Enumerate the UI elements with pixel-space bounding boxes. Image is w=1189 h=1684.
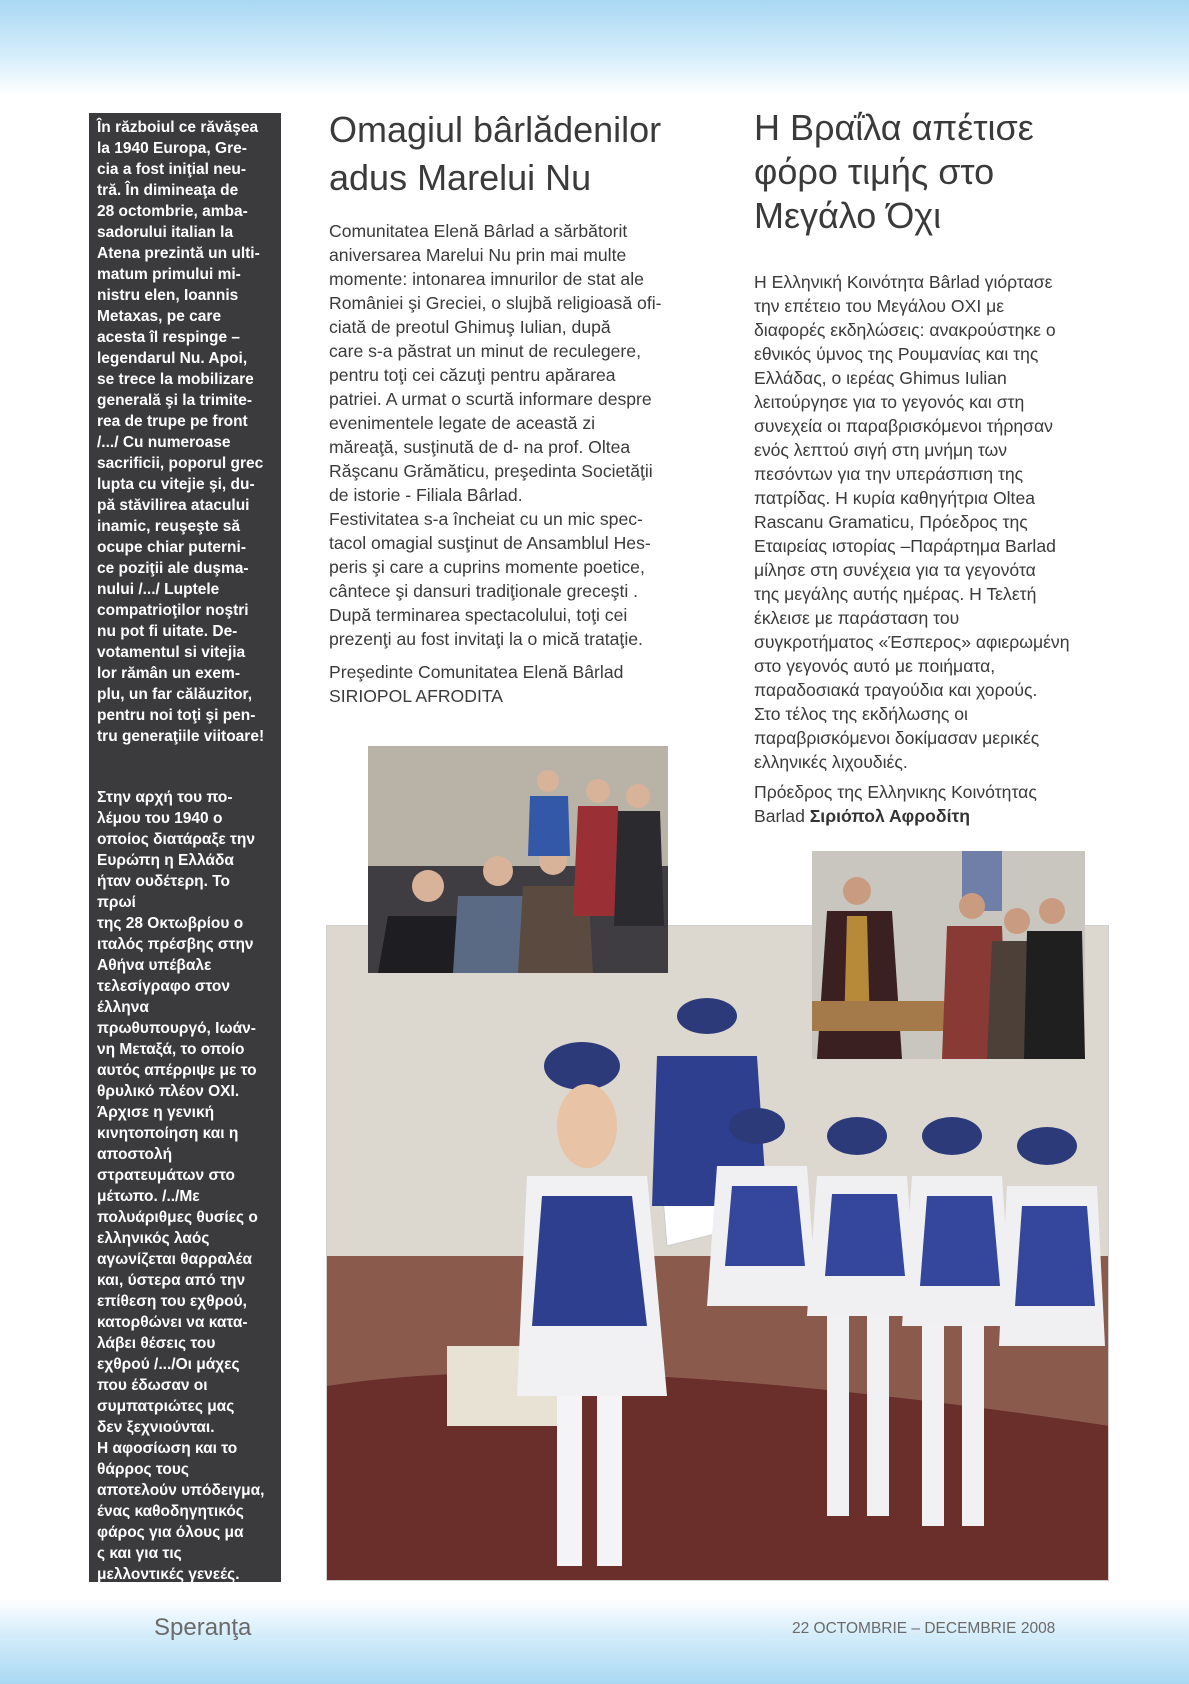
greek-article-body [754, 270, 1124, 774]
romanian-paragraph-2: Festivitatea s-a încheiat cu un mic spec- tacol omagial susţinut de Ansamblul Hes- peris şi care a cuprins momente poetice, cântece şi dansuri tradiţionale greceşti . După terminarea spectacolului, toţi cei prezenţi au fost invitaţi la o mică trataţie. [329, 509, 651, 649]
romanian-article-title [329, 106, 709, 202]
issue-info: 22 OCTOMBRIE – DECEMBRIE 2008 [792, 1620, 1056, 1637]
greek-paragraph: Η Ελληνική Κοινότητα Bârlad γιόρτασε την επέτειο του Μεγάλου ΟΧΙ με διαφορές εκδηλώσεις: ανακρούστηκε ο εθνικός ύμνος της Ρουμανίας και της Ελλάδας, ο ιερέας Ghimus Iulian λειτούργησε για το γεγονός και στη συνεχεία οι παραβρισκόμενοι τήρησαν ενός λεπτού σιγή στη μνήμη των πεσόντων για την υπεράσπιση της πατρίδας. Η κυρία καθηγήτρια Oltea Rascanu Gramaticu, Πρόεδρος της Εταιρείας ιστορίας –Παράρτημα Barlad μίλησε στη συνέχεια για τα γεγονότα της μεγάλης αυτής ημέρας. Η Τελετή έκλεισε με παράσταση του συγκροτήματος «Έσπερος» αφιερωμένη στο γεγονός αυτό με ποιήματα, παραδοσιακά τραγούδια και χορούς. Στο τέλος της εκδήλωσης οι παραβρισκόμενοι δοκίμασαν μερικές ελληνικές λιχουδιές. [754, 272, 1070, 772]
greek-signature-role: Πρόεδρος της Ελληνικης Κοινότητας Barlad [754, 782, 1037, 826]
greek-signature-text [754, 780, 1124, 828]
romanian-signature-text: Preşedinte Comunitatea Elenă Bârlad SIRIOPOL AFRODITA [329, 662, 624, 706]
top-decorative-band [0, 0, 1189, 95]
romanian-signature [329, 660, 709, 708]
greek-article-title [754, 106, 1154, 238]
greek-title-text: Η Βραΐλα απέτισε φόρο τιμής στο Μεγάλο Όχι [754, 107, 1034, 236]
audience-photo-illustration [368, 746, 668, 973]
sidebar-box [89, 113, 281, 1582]
sidebar-romanian-text: În războiul ce răvăşea la 1940 Europa, Gre- cia a fost iniţial neu- tră. În dimineaţa de 28 octombrie, amba- sadorului italian la Atena prezintă un ulti- matum primului mi- nistru elen, Ioannis Metaxas, pe care acesta îl respinge – legendarul Nu. Apoi, se trece la mobilizare generală şi la trimite- rea de trupe pe front /.../ Cu numeroase sacrificii, poporul grec lupta cu vitejie şi, du- pă stăvilirea atacului inamic, reuşeşte să ocupe chiar puterni- ce poziţii ale duşma- nului /.../ Luptele compatrioţilor noştri nu pot fi uitate. De- votamentul si vitejia lor rămân un exem- plu, un far călăuzitor, pentru noi toţi şi pen- tru generaţiile viitoare! [97, 119, 265, 745]
priest-photo-illustration [812, 851, 1085, 1059]
romanian-paragraph-1: Comunitatea Elenă Bârlad a sărbătorit aniversarea Marelui Nu prin mai multe momente: intonarea imnurilor de stat ale României şi Greciei, o slujbă religioasă ofi- ciată de preotul Ghimuş Iulian, după care s-a păstrat un minut de reculegere, pentru toţi cei căzuţi pentru apărarea patriei. A urmat o scurtă informare despre evenimentele legate de această zi măreaţă, susţinută de d- na prof. Oltea Răşcanu Grămăticu, preşedinta Societăţii de istorie - Filiala Bârlad. [329, 221, 662, 505]
romanian-title-text: Omagiul bârlădenilor adus Marelui Nu [329, 109, 662, 198]
romanian-article-body [329, 219, 709, 651]
greek-signature-name: Σιριόπολ Αφροδίτη [809, 806, 971, 826]
sidebar-greek-text: Στην αρχή του πο- λέμου του 1940 ο οποίος διατάραξε την Ευρώπη η Ελλάδα ήταν ουδέτερη. Το πρωί της 28 Οκτωβρίου ο ιταλός πρέσβης στην Αθήνα υπέβαλε τελεσίγραφο στον έλληνα πρωθυπουργό, Ιωάν- νη Μεταξά, το οποίο αυτός απέρριψε με το θρυλικό πλέον ΟΧΙ. Άρχισε η γενική κινητοποίηση και η αποστολή στρατευμάτων στο μέτωπο. /../Με πολυάριθμες θυσίες ο ελληνικός λαός αγωνίζεται θαρραλέα και, ύστερα από την επίθεση του εχθρού, κατορθώνει να κατα- λάβει θέσεις του εχθρού /.../Οι μάχες που έδωσαν οι συμπατριώτες μας δεν ξεχνιούνται. Η αφοσίωση και το θάρρος τους αποτελούν υπόδειγμα, ένας καθοδηγητικός φάρος για όλους μα ς και για τις μελλοντικές γενεές. [97, 789, 265, 1583]
magazine-name: Speranţa [154, 1614, 252, 1641]
greek-signature [754, 780, 1124, 828]
priest-ceremony-photo [812, 851, 1085, 1059]
audience-photo [368, 746, 668, 973]
